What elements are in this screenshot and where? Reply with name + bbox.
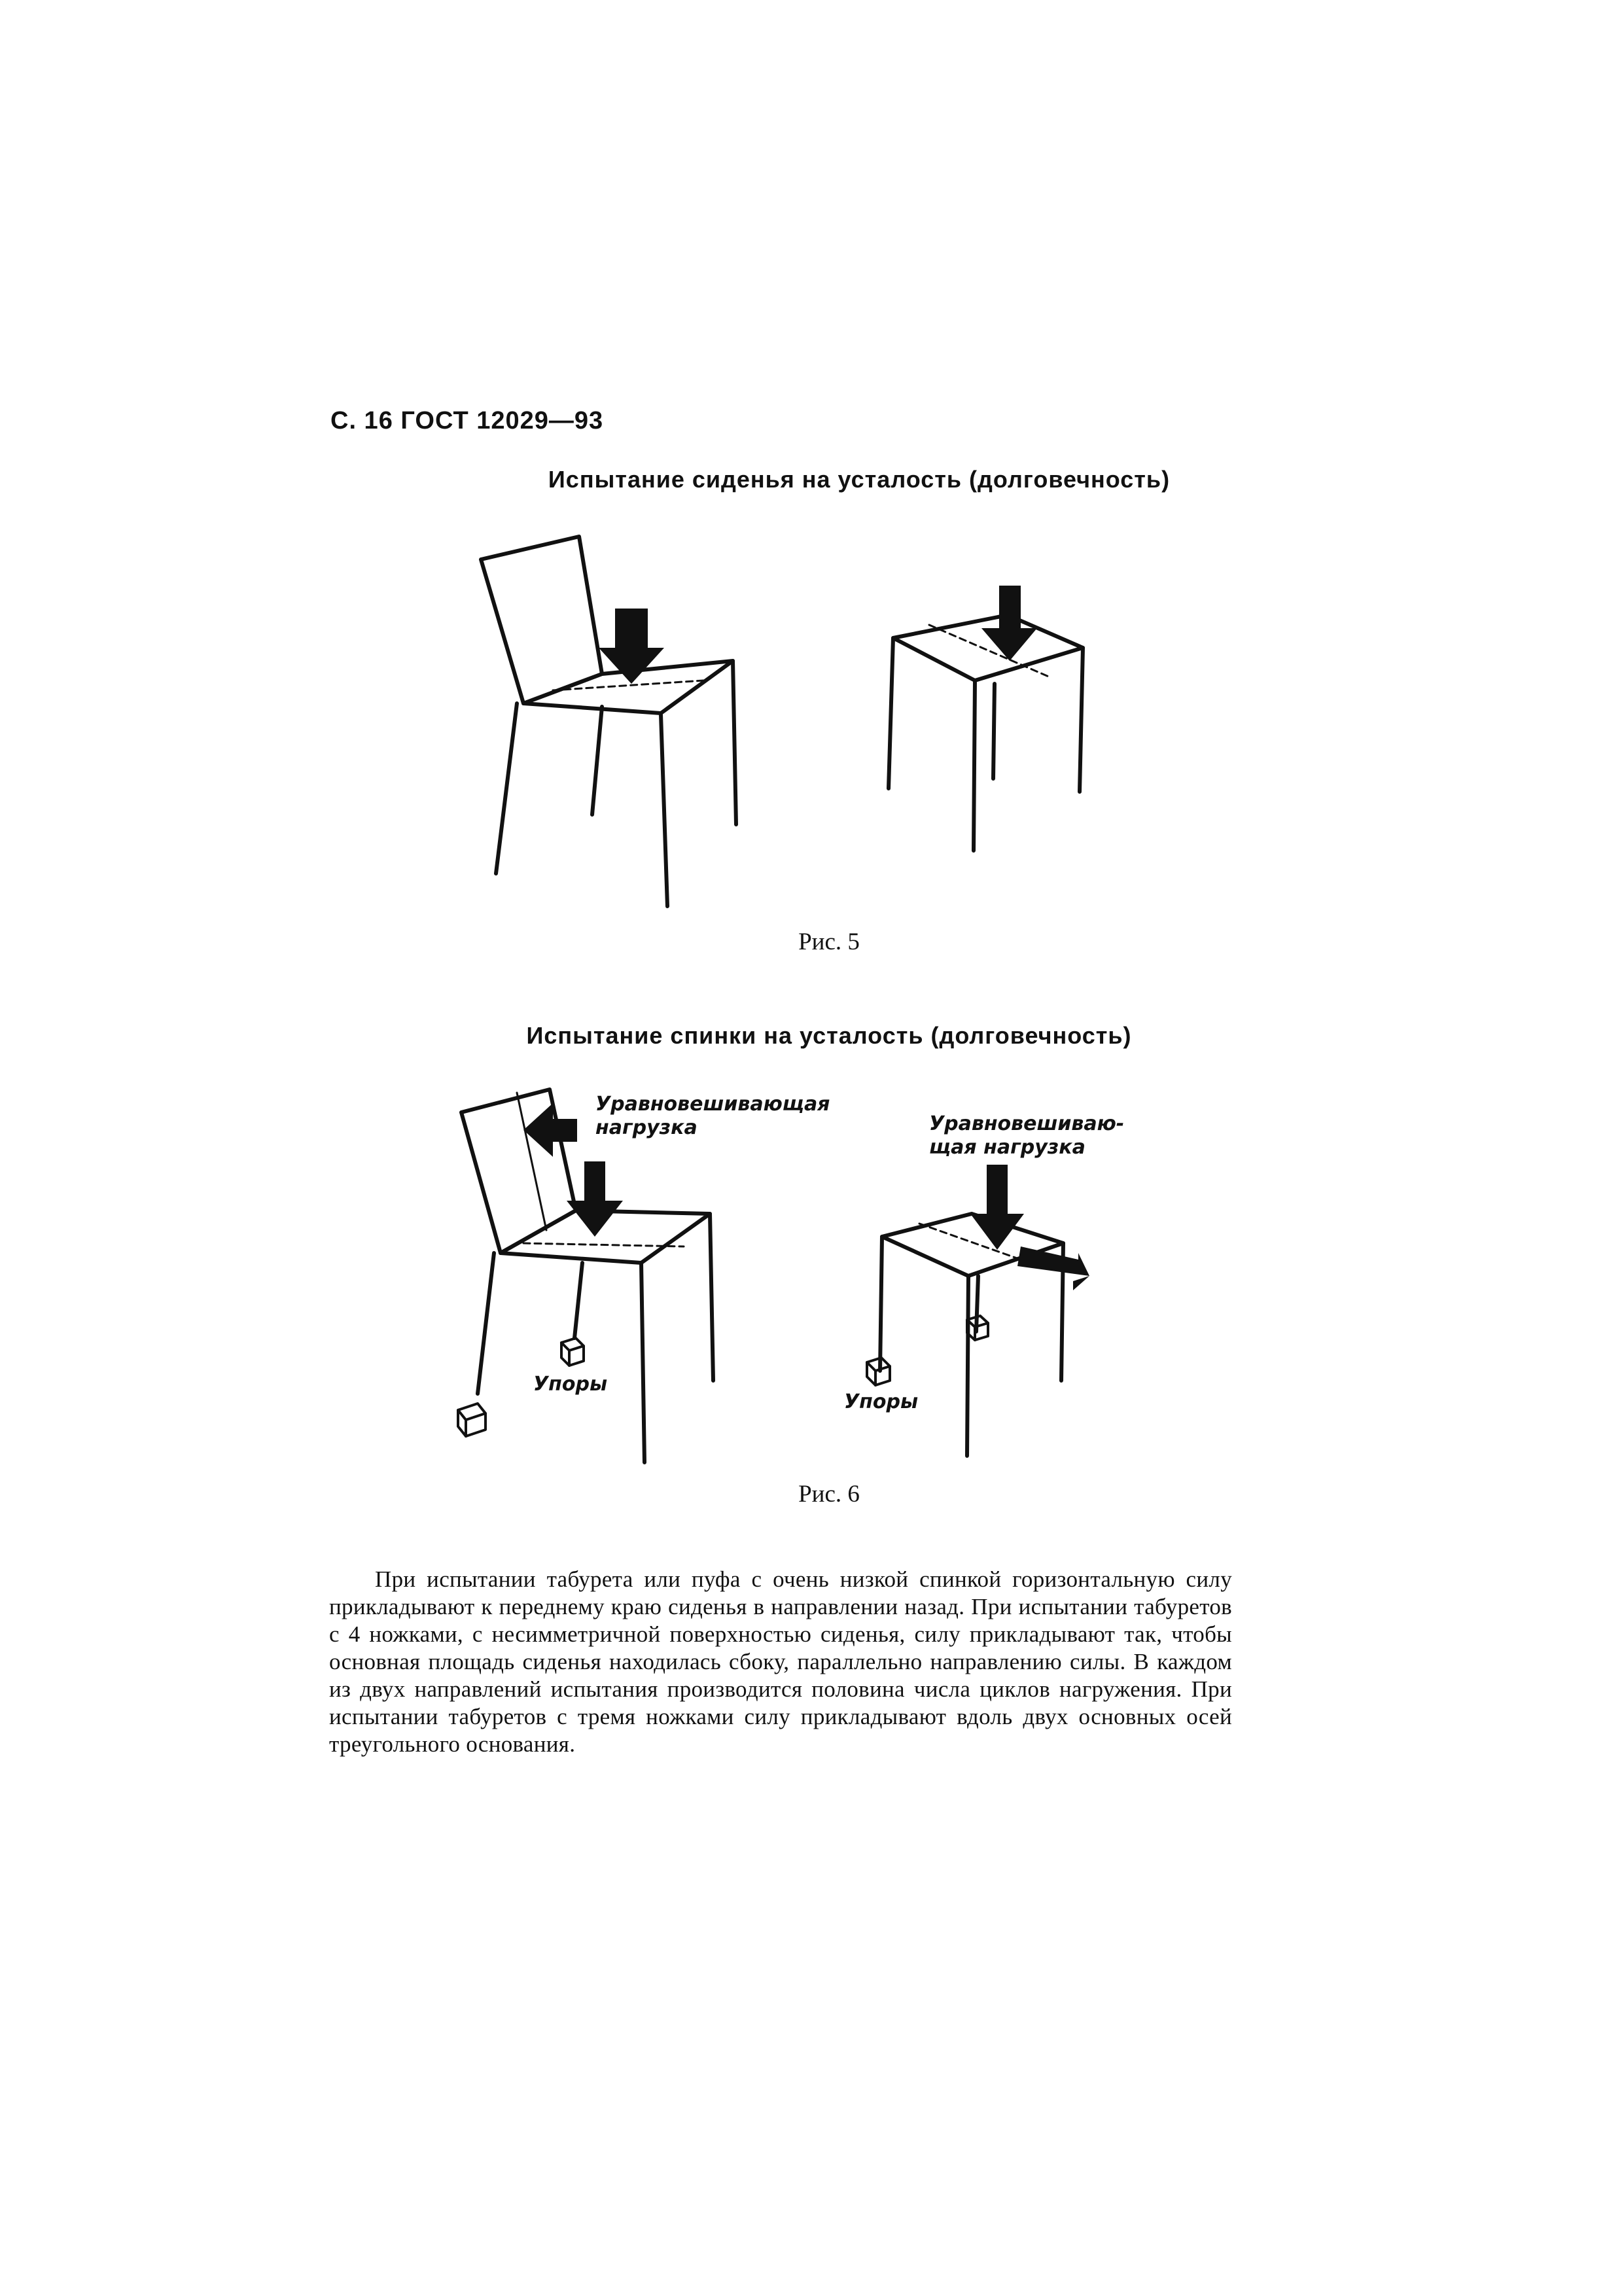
fig5-stool-load-arrow xyxy=(981,586,1037,661)
fig6-chair-load-label-line1: Уравновешивающая xyxy=(595,1093,830,1116)
fig6-stool-stop-blocks xyxy=(867,1316,988,1385)
figure-5-caption: Рис. 5 xyxy=(798,928,860,955)
fig6-chair-stop-blocks xyxy=(458,1338,584,1436)
figure-6-stool-drawing xyxy=(880,1214,1063,1456)
fig6-stool-load-label-line2: щая нагрузка xyxy=(929,1136,1086,1159)
figure-6-caption: Рис. 6 xyxy=(798,1481,860,1508)
fig6-chair-balance-arrow xyxy=(523,1103,577,1157)
figure-5-title: Испытание сиденья на усталость (долговечность) xyxy=(548,466,1171,493)
figure-6-title: Испытание спинки на усталость (долговечность) xyxy=(526,1022,1132,1049)
fig6-chair-load-label-line2: нагрузка xyxy=(595,1116,697,1139)
page-header: С. 16 ГОСТ 12029—93 xyxy=(330,407,604,434)
figure-5-stool-drawing xyxy=(889,615,1083,851)
fig6-stool-horizontal-arrow xyxy=(1017,1246,1089,1290)
fig6-stool-load-label-line1: Уравновешиваю- xyxy=(929,1112,1125,1135)
figure-6-chair-drawing xyxy=(461,1089,713,1462)
fig6-chair-stops-label: Упоры xyxy=(533,1373,608,1396)
fig5-chair-load-arrow xyxy=(599,609,664,684)
fig6-stool-stops-label: Упоры xyxy=(844,1390,919,1413)
fig6-stool-load-arrow xyxy=(970,1165,1024,1250)
figure-5-chair-drawing xyxy=(481,537,736,906)
body-paragraph: При испытании табурета или пуфа с очень низкой спинкой горизонтальную силу прикладывают к переднему краю сиденья в направлении назад. При испытании табуретов с 4 ножками, с несимметричной поверхностью сиденья, силу прикладывают так, чтобы основная площадь сиденья находилась сбоку, параллельно направлению силы. В каждом из двух направлений испытания производится половина числа циклов нагружения. При испытании табуретов с тремя ножками силу прикладывают вдоль двух основных осей треугольного основания. xyxy=(329,1566,1232,1757)
fig6-chair-load-arrow xyxy=(567,1161,623,1237)
